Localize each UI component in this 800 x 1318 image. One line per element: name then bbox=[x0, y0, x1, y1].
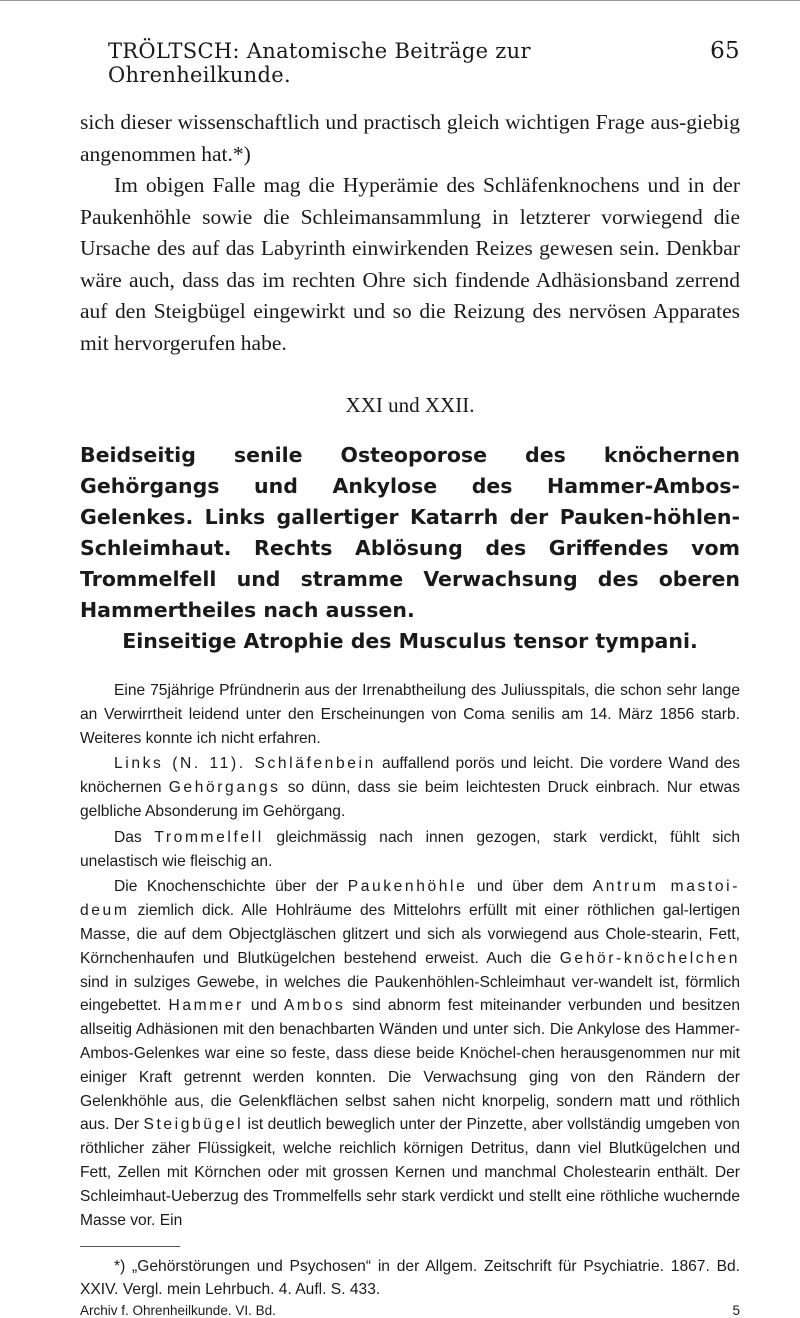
signature-number: 5 bbox=[732, 1303, 740, 1318]
case-paragraph-4 bbox=[80, 875, 740, 1232]
top-scan-border bbox=[0, 0, 800, 7]
footnote: *) „Gehörstörungen und Psychosen“ in der Allgem. Zeitschrift für Psychiatrie. 1867. Bd. XXIV. Vergl. mein Lehrbuch. 4. Aufl. S. 433. bbox=[80, 1258, 740, 1299]
text-run: gleichmässig nach innen gezogen, stark verdickt, fühlt sich unelastisch wie fleischig an. bbox=[80, 828, 740, 870]
spaced-term: Gehör-knöchelchen bbox=[559, 949, 740, 967]
section-heading: Beidseitig senile Osteoporose des knöchernen Gehörgangs und Ankylose des Hammer-Ambos-Gelenkes. Links gallertiger Katarrh der Pauken-höhlen-Schleimhaut. Rechts Ablösung des Griffendes vom Trommelfell und stramme Verwachsung des oberen Hammertheiles nach aussen. bbox=[80, 443, 740, 622]
text-run: auffallend porös und leicht. Die vordere Wand des knöchernen bbox=[80, 755, 740, 797]
text-run: Die Knochenschichte über der bbox=[114, 878, 348, 896]
intro-paragraph-1: sich dieser wissenschaftlich und practisch gleich wichtigen Frage aus-giebig angenommen hat.*) bbox=[80, 110, 740, 166]
text-run: und bbox=[243, 997, 284, 1015]
running-header bbox=[80, 38, 740, 87]
case-paragraph-2 bbox=[80, 752, 740, 823]
spaced-term: Schläfenbein bbox=[254, 755, 376, 773]
running-title: TRÖLTSCH: Anatomische Beiträge zur Ohrenheilkunde. bbox=[108, 39, 531, 87]
case-report bbox=[80, 679, 740, 1232]
spaced-term: Hammer bbox=[168, 997, 244, 1015]
journal-signature: Archiv f. Ohrenheilkunde. VI. Bd. bbox=[80, 1303, 276, 1318]
intro-text bbox=[80, 107, 740, 359]
case-paragraph-3 bbox=[80, 826, 740, 874]
text-run: ist deutlich beweglich unter der Pinzette, aber vollständig umgeben von röthlicher zäher Flüssigkeit, welche reichlich körnigen Detritus, dann viel Blutkügelchen und Fett, Zellen mit Körnchen oder mit grossen Kernen und manchmal Cholestearin enthält. Der Schleimhaut-Ueberzug des Trommelfells sehr stark verdickt und stellt eine röthliche wuchernde Masse vor. Ein bbox=[80, 1116, 740, 1229]
book-page bbox=[80, 38, 740, 1318]
spaced-term: Antrum mastoi-deum bbox=[80, 878, 740, 920]
text-run: sind abnorm fest miteinander verbunden und besitzen allseitig Adhäsionen mit den benachbarten Wänden und unter sich. Die Ankylose des Hammer-Ambos-Gelenkes war eine so feste, dass diese beide Knöchel-chen herausgenommen nur mit einiger Kraft getrennt werden konnten. Die Verwachsung ging von den Rändern der Gelenkhöhle aus, die Gelenkflächen selbst sahen nicht knorpelig, sondern matt und röthlich aus. Der bbox=[80, 997, 740, 1134]
spaced-term: Paukenhöhle bbox=[347, 878, 468, 896]
page-number: 65 bbox=[710, 38, 740, 64]
section-subheading: Einseitige Atrophie des Musculus tensor tympani. bbox=[122, 629, 698, 653]
spaced-text: Links (N. 11). bbox=[114, 755, 255, 773]
spaced-term: Gehörgangs bbox=[168, 779, 281, 797]
spaced-term: Trommelfell bbox=[154, 828, 264, 846]
text-run: ziemlich dick. Alle Hohlräume des Mittelohrs erfüllt mit einer röthlichen gal-lertigen Masse, die auf dem Objectgläschen glitzert und sich als vorwiegend aus Chole-stearin, Fett, Körnchenhaufen und Blutkügelchen bestehend erweist. Auch die bbox=[80, 902, 740, 967]
spaced-term: Steigbügel bbox=[143, 1116, 244, 1134]
text-run: und über dem bbox=[467, 878, 593, 896]
section-number: XXI und XXII. bbox=[345, 393, 475, 417]
text-run: so dünn, dass sie beim leichtesten Druck einbrach. Nur etwas gelbliche Absonderung im Gehörgang. bbox=[80, 779, 740, 820]
spaced-term: Ambos bbox=[283, 997, 346, 1015]
case-paragraph-1: Eine 75jährige Pfründnerin aus der Irrenabtheilung des Juliusspitals, die schon sehr lange an Verwirrtheit leidend unter den Erscheinungen von Coma senilis am 14. März 1856 starb. Weiteres konnte ich nicht erfahren. bbox=[80, 682, 740, 747]
intro-paragraph-2: Im obigen Falle mag die Hyperämie des Schläfenknochens und in der Paukenhöhle sowie die Schleimansammlung in letzterer vorwiegend die Ursache des auf das Labyrinth einwirkenden Reizes gewesen sein. Denkbar wäre auch, dass das im rechten Ohre sich findende Adhäsionsband zerrend auf den Steigbügel eingewirkt und so die Reizung des nervösen Apparates mit hervorgerufen habe. bbox=[80, 173, 740, 355]
text-run: Das bbox=[114, 828, 155, 846]
text-run: sind in sulziges Gewebe, in welches die Paukenhöhlen-Schleimhaut ver-wandelt ist, förmlich eingebettet. bbox=[80, 973, 740, 1015]
footnote-divider bbox=[80, 1246, 180, 1247]
